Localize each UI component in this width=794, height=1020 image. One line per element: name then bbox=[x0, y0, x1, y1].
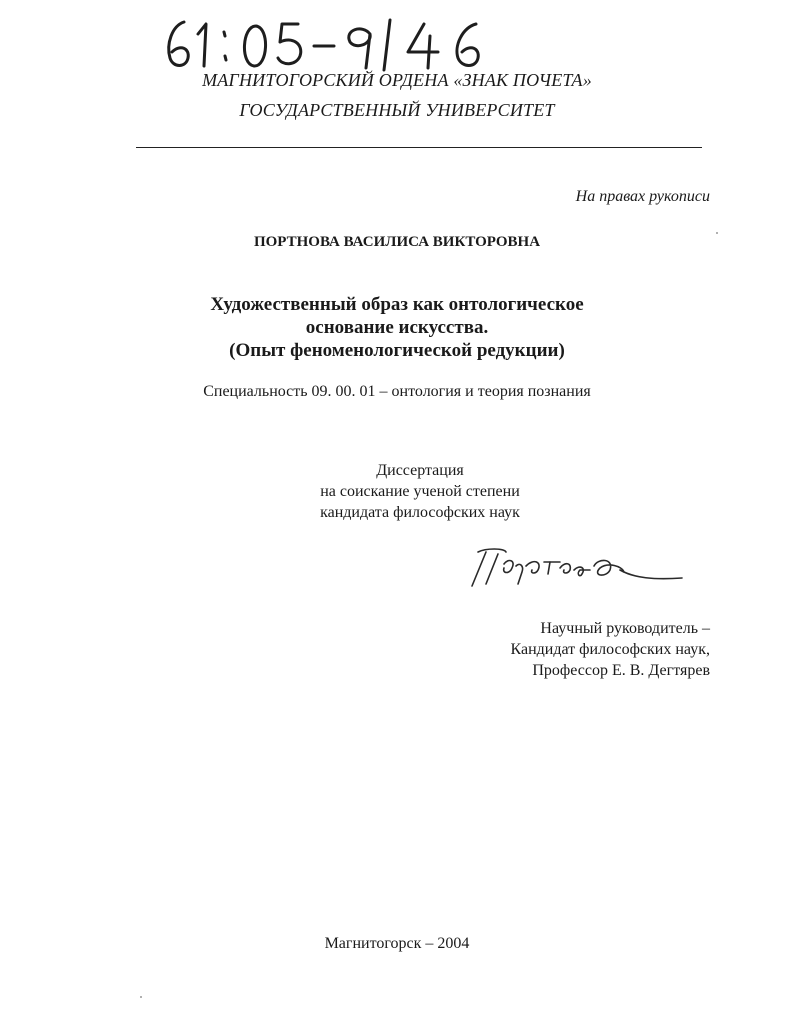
dissertation-title-line-1: Художественный образ как онтологическое bbox=[210, 294, 584, 315]
author-name: ПОРТНОВА ВАСИЛИСА ВИКТОРОВНА bbox=[253, 234, 541, 250]
handwritten-code-drawing bbox=[158, 12, 498, 74]
scan-speck bbox=[716, 232, 718, 234]
header-divider bbox=[136, 147, 702, 148]
handwritten-catalog-code bbox=[158, 12, 498, 74]
signature-drawing bbox=[464, 544, 686, 592]
dissertation-title-line-2: основание искусства. bbox=[305, 317, 489, 338]
dissertation-type-line-3: кандидата философских наук bbox=[320, 504, 520, 521]
author-signature bbox=[464, 544, 686, 592]
city-and-year: Магнитогорск – 2004 bbox=[324, 935, 470, 952]
dissertation-type-line-1: Диссертация bbox=[376, 462, 464, 479]
manuscript-rights-note: На правах рукописи bbox=[575, 188, 710, 205]
supervisor-line-1: Научный руководитель – bbox=[540, 620, 710, 637]
supervisor-line-2: Кандидат философских наук, bbox=[510, 641, 710, 658]
university-name-line-1: МАГНИТОГОРСКИЙ ОРДЕНА «ЗНАК ПОЧЕТА» bbox=[202, 70, 592, 90]
dissertation-title-line-3: (Опыт феноменологической редукции) bbox=[229, 340, 565, 361]
supervisor-line-3: Профессор Е. В. Дегтярев bbox=[532, 662, 710, 679]
university-name-line-2: ГОСУДАРСТВЕННЫЙ УНИВЕРСИТЕТ bbox=[239, 100, 555, 120]
scan-speck bbox=[140, 996, 142, 998]
dissertation-type-line-2: на соискание ученой степени bbox=[320, 483, 520, 500]
specialty-line: Специальность 09. 00. 01 – онтология и теория познания bbox=[203, 383, 591, 400]
